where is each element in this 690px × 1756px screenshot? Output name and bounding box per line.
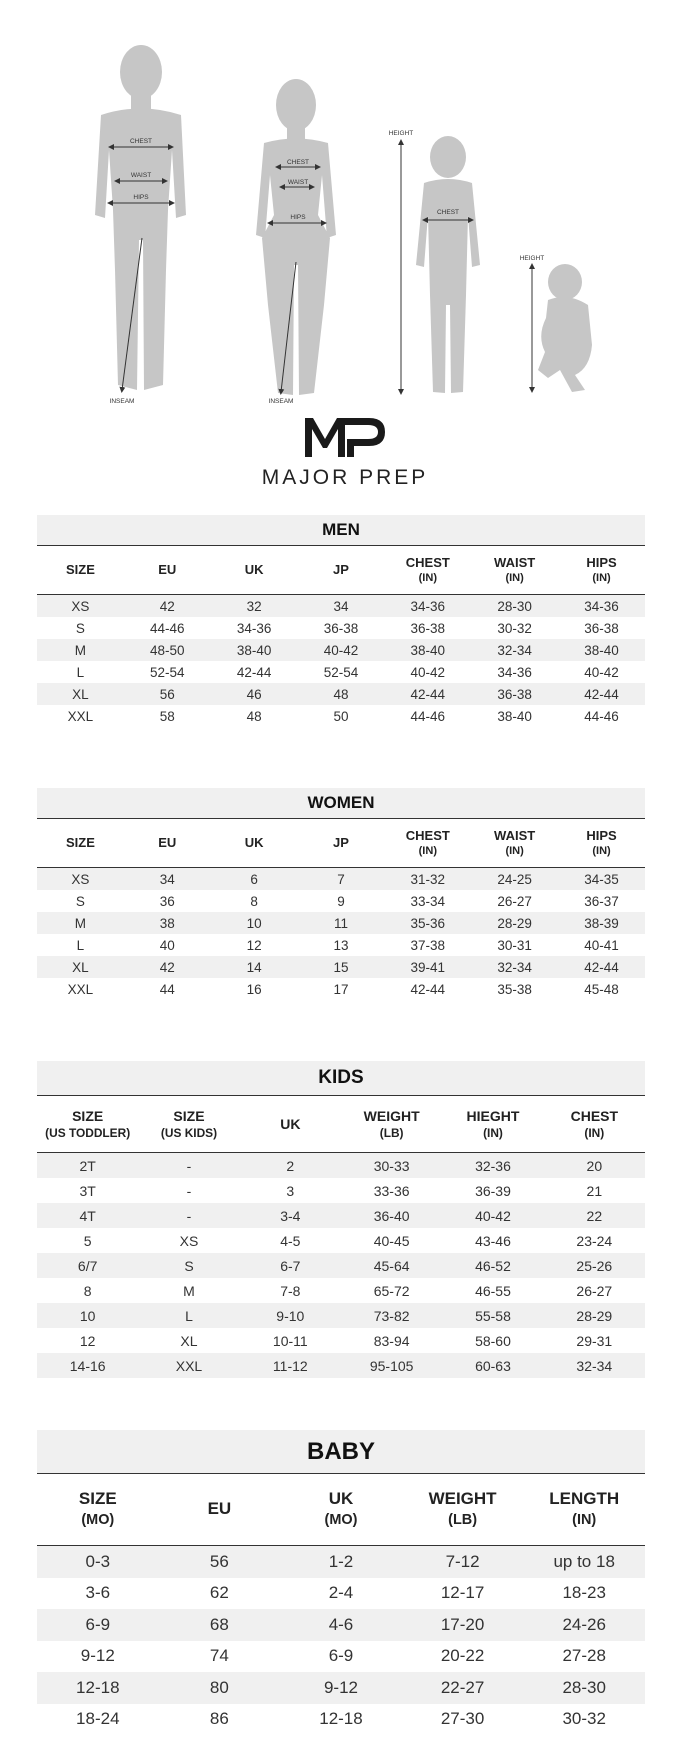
column-header-label: UK bbox=[280, 1115, 301, 1132]
column-header bbox=[402, 1474, 524, 1546]
table-cell: 9-12 bbox=[80, 1646, 115, 1666]
table-cell: 38-40 bbox=[211, 639, 298, 661]
table-cell: 40-42 bbox=[410, 664, 446, 680]
table-cell: 46-55 bbox=[475, 1282, 511, 1299]
woman-chest-label: CHEST bbox=[286, 159, 310, 166]
table-row bbox=[37, 934, 645, 956]
table-cell: 12 bbox=[79, 1332, 96, 1349]
table-cell: 30-32 bbox=[562, 1709, 606, 1729]
column-header-unit: (LB) bbox=[448, 1512, 478, 1529]
column-header-label: EU bbox=[158, 835, 177, 851]
table-cell: 11 bbox=[298, 912, 385, 934]
table-cell: 65-72 bbox=[373, 1282, 410, 1299]
table-cell: 34 bbox=[298, 595, 385, 618]
table-cell: 35-38 bbox=[497, 981, 532, 997]
table-row bbox=[37, 1178, 645, 1203]
table-cell: 9-10 bbox=[240, 1303, 341, 1328]
column-header-label: SIZE bbox=[72, 1107, 104, 1124]
table-cell: 44-46 bbox=[150, 620, 185, 636]
table-cell: 23-24 bbox=[576, 1232, 613, 1249]
table-cell: 56 bbox=[159, 1546, 281, 1578]
table-row bbox=[37, 1578, 645, 1610]
column-header-label: SIZE bbox=[173, 1107, 205, 1124]
table-cell: 9 bbox=[337, 893, 345, 909]
table-cell: 27-30 bbox=[440, 1709, 485, 1729]
table-cell: 30-32 bbox=[497, 620, 532, 636]
table-cell: 26-27 bbox=[576, 1282, 613, 1299]
table-cell: 10 bbox=[211, 912, 298, 934]
kid-height-label: HEIGHT bbox=[388, 130, 414, 137]
table-cell: 9-12 bbox=[280, 1672, 402, 1704]
table-cell: 52-54 bbox=[150, 664, 185, 680]
table-cell: 36-38 bbox=[410, 620, 446, 636]
column-header-unit: (IN) bbox=[505, 845, 524, 858]
column-header bbox=[558, 546, 645, 595]
table-cell: 38 bbox=[124, 912, 211, 934]
table-cell: 28-30 bbox=[471, 595, 558, 618]
table-cell: 7-8 bbox=[280, 1282, 301, 1299]
table-cell: 15 bbox=[298, 956, 385, 978]
column-header-label: SIZE bbox=[65, 562, 95, 578]
table-cell: 12-17 bbox=[440, 1583, 485, 1603]
table-cell: 28-29 bbox=[544, 1303, 645, 1328]
table-cell: 0-3 bbox=[37, 1546, 159, 1578]
table-cell: 24-26 bbox=[523, 1609, 645, 1641]
table-cell: 18-23 bbox=[562, 1583, 606, 1603]
table-cell: 44-46 bbox=[410, 708, 446, 724]
table-cell: 56 bbox=[124, 683, 211, 705]
table-cell: 20-22 bbox=[440, 1646, 485, 1666]
table-cell: 40-42 bbox=[442, 1203, 543, 1228]
table-cell: 58-60 bbox=[475, 1332, 511, 1349]
table-cell: 8 bbox=[83, 1282, 92, 1299]
header-row bbox=[37, 1474, 645, 1546]
table-cell: XXL bbox=[67, 708, 94, 724]
table-cell: 34-36 bbox=[497, 664, 532, 680]
header-row bbox=[37, 1096, 645, 1153]
table-cell: 32-36 bbox=[442, 1153, 543, 1179]
column-header bbox=[544, 1096, 645, 1153]
table-cell: 30-31 bbox=[497, 937, 532, 953]
table-cell: XL bbox=[180, 1332, 198, 1349]
table-cell: 32-34 bbox=[471, 639, 558, 661]
column-header-unit: (IN) bbox=[505, 572, 524, 585]
table-row bbox=[37, 868, 645, 891]
table-row bbox=[37, 617, 645, 639]
column-header-label: JP bbox=[333, 562, 349, 578]
man-figure bbox=[95, 45, 186, 390]
table-cell: 86 bbox=[209, 1709, 229, 1729]
table-cell: 38-40 bbox=[558, 639, 645, 661]
men-size-table bbox=[37, 546, 645, 727]
column-header bbox=[298, 546, 385, 595]
table-cell: 6-9 bbox=[328, 1646, 354, 1666]
table-cell: 3T bbox=[79, 1182, 96, 1199]
column-header bbox=[341, 1096, 442, 1153]
table-cell: 34-36 bbox=[384, 595, 471, 618]
table-cell: 39-41 bbox=[384, 956, 471, 978]
column-header-label: WEIGHT bbox=[363, 1107, 420, 1124]
table-cell: 42-44 bbox=[410, 981, 446, 997]
table-cell: 33-36 bbox=[373, 1182, 410, 1199]
table-row bbox=[37, 1609, 645, 1641]
column-header-unit: (IN) bbox=[592, 572, 611, 585]
baby-height-label: HEIGHT bbox=[519, 255, 545, 262]
table-cell: XXL bbox=[138, 1353, 239, 1378]
column-header-label: CHEST bbox=[405, 827, 450, 843]
table-cell: 40-41 bbox=[584, 937, 619, 953]
table-cell: 40-45 bbox=[373, 1232, 410, 1249]
man-hips-label: HIPS bbox=[133, 194, 149, 201]
table-cell: 11-12 bbox=[240, 1353, 341, 1378]
table-row bbox=[37, 1153, 645, 1179]
women-size-table bbox=[37, 819, 645, 1000]
table-cell: 95-105 bbox=[341, 1353, 442, 1378]
table-cell: 37-38 bbox=[410, 937, 446, 953]
table-cell: 42 bbox=[124, 956, 211, 978]
man-inseam-label: INSEAM bbox=[109, 398, 135, 405]
table-row bbox=[37, 1328, 645, 1353]
brand-logo bbox=[0, 415, 690, 490]
table-cell: 42-44 bbox=[236, 664, 272, 680]
table-cell: 14-16 bbox=[37, 1353, 138, 1378]
table-cell: 10 bbox=[37, 1303, 138, 1328]
table-cell: 5 bbox=[83, 1232, 92, 1249]
table-cell: 36-37 bbox=[584, 893, 619, 909]
table-cell: 40 bbox=[159, 937, 175, 953]
table-cell: S bbox=[75, 620, 85, 636]
men-chart-title: MEN bbox=[37, 515, 645, 546]
table-cell: S bbox=[138, 1253, 239, 1278]
table-cell: 32-34 bbox=[544, 1353, 645, 1378]
table-cell: 2 bbox=[240, 1153, 341, 1179]
table-cell: 28-30 bbox=[523, 1672, 645, 1704]
column-header bbox=[37, 819, 124, 868]
table-cell: 16 bbox=[246, 981, 262, 997]
baby-chart-title: BABY bbox=[37, 1430, 645, 1474]
table-cell: 3-4 bbox=[240, 1203, 341, 1228]
woman-figure bbox=[256, 79, 336, 395]
baby-size-chart bbox=[37, 1430, 645, 1735]
table-cell: 36 bbox=[159, 893, 175, 909]
table-cell: 7-12 bbox=[402, 1546, 524, 1578]
table-cell: 6 bbox=[211, 868, 298, 891]
column-header-unit: (MO) bbox=[81, 1512, 115, 1529]
column-header bbox=[211, 819, 298, 868]
header-row bbox=[37, 819, 645, 868]
table-row bbox=[37, 978, 645, 1000]
column-header-label: CHEST bbox=[405, 554, 450, 570]
table-cell: 17 bbox=[333, 981, 349, 997]
table-cell: 40-42 bbox=[298, 639, 385, 661]
table-cell: 48-50 bbox=[124, 639, 211, 661]
table-cell: 31-32 bbox=[384, 868, 471, 891]
table-cell: M bbox=[37, 912, 124, 934]
table-cell: 32 bbox=[211, 595, 298, 618]
table-cell: M bbox=[37, 639, 124, 661]
table-cell: 4-6 bbox=[280, 1609, 402, 1641]
column-header bbox=[37, 546, 124, 595]
table-cell: 34-35 bbox=[558, 868, 645, 891]
table-cell: 4-5 bbox=[280, 1232, 301, 1249]
column-header-label: SIZE bbox=[78, 1489, 117, 1509]
column-header-unit: (IN) bbox=[418, 845, 437, 858]
table-cell: 24-25 bbox=[471, 868, 558, 891]
column-header-unit: (US TODDLER) bbox=[45, 1126, 131, 1141]
table-cell: 36-40 bbox=[341, 1203, 442, 1228]
column-header-label: WAIST bbox=[494, 827, 536, 843]
column-header-label: HIEGHT bbox=[466, 1107, 520, 1124]
column-header-label: EU bbox=[207, 1499, 232, 1519]
table-cell: 32-34 bbox=[471, 956, 558, 978]
table-cell: 12-18 bbox=[37, 1672, 159, 1704]
table-cell: 20 bbox=[544, 1153, 645, 1179]
kids-chart-title: KIDS bbox=[37, 1061, 645, 1096]
table-cell: 1-2 bbox=[280, 1546, 402, 1578]
column-header-unit: (MO) bbox=[324, 1512, 358, 1529]
table-cell: 14 bbox=[211, 956, 298, 978]
column-header-label: LENGTH bbox=[549, 1489, 620, 1509]
table-row bbox=[37, 1278, 645, 1303]
kid-chest-label: CHEST bbox=[436, 209, 460, 216]
column-header-unit: (IN) bbox=[592, 845, 611, 858]
table-cell: 45-48 bbox=[584, 981, 619, 997]
table-cell: 4T bbox=[37, 1203, 138, 1228]
column-header bbox=[471, 546, 558, 595]
table-cell: 36-38 bbox=[323, 620, 359, 636]
column-header bbox=[471, 819, 558, 868]
column-header-unit: (IN) bbox=[483, 1126, 503, 1141]
column-header bbox=[159, 1474, 281, 1546]
table-cell: 3-6 bbox=[85, 1583, 111, 1603]
table-row bbox=[37, 1641, 645, 1673]
table-cell: XL bbox=[37, 956, 124, 978]
table-cell: 18-24 bbox=[76, 1709, 120, 1729]
column-header-label: WAIST bbox=[494, 554, 536, 570]
table-cell: M bbox=[183, 1282, 195, 1299]
table-cell: 46 bbox=[211, 683, 298, 705]
kid-figure bbox=[416, 136, 480, 393]
table-cell: L bbox=[76, 937, 85, 953]
table-cell: - bbox=[138, 1203, 239, 1228]
table-cell: 33-34 bbox=[410, 893, 446, 909]
column-header-label: UK bbox=[244, 835, 264, 851]
header-row bbox=[37, 546, 645, 595]
table-cell: 34-36 bbox=[558, 595, 645, 618]
women-size-chart bbox=[37, 788, 645, 1000]
table-cell: 46-52 bbox=[442, 1253, 543, 1278]
column-header-label: WEIGHT bbox=[428, 1489, 497, 1509]
table-cell: 29-31 bbox=[576, 1332, 613, 1349]
column-header-label: UK bbox=[244, 562, 264, 578]
table-cell: 38-39 bbox=[558, 912, 645, 934]
column-header-unit: (IN) bbox=[418, 572, 437, 585]
table-cell: XS bbox=[37, 868, 124, 891]
table-cell: 21 bbox=[586, 1182, 603, 1199]
column-header bbox=[298, 819, 385, 868]
column-header-label: JP bbox=[333, 835, 349, 851]
table-cell: 50 bbox=[333, 708, 349, 724]
table-cell: 22 bbox=[544, 1203, 645, 1228]
table-row bbox=[37, 661, 645, 683]
table-cell: 42-44 bbox=[558, 683, 645, 705]
column-header bbox=[442, 1096, 543, 1153]
column-header bbox=[558, 819, 645, 868]
table-cell: 6/7 bbox=[37, 1253, 138, 1278]
table-row bbox=[37, 595, 645, 618]
column-header-label: SIZE bbox=[65, 835, 95, 851]
table-cell: 35-36 bbox=[384, 912, 471, 934]
table-cell: L bbox=[138, 1303, 239, 1328]
table-row bbox=[37, 1546, 645, 1578]
woman-waist-label: WAIST bbox=[287, 179, 309, 186]
table-cell: 45-64 bbox=[341, 1253, 442, 1278]
table-cell: 34 bbox=[124, 868, 211, 891]
table-row bbox=[37, 912, 645, 934]
table-cell: 26-27 bbox=[497, 893, 532, 909]
table-cell: 7 bbox=[298, 868, 385, 891]
column-header bbox=[523, 1474, 645, 1546]
column-header-label: EU bbox=[158, 562, 177, 578]
table-cell: 22-27 bbox=[402, 1672, 524, 1704]
column-header-unit: (IN) bbox=[572, 1512, 597, 1529]
table-cell: 80 bbox=[159, 1672, 281, 1704]
table-cell: 36-39 bbox=[475, 1182, 511, 1199]
table-cell: 73-82 bbox=[341, 1303, 442, 1328]
baby-size-table bbox=[37, 1474, 645, 1735]
table-row bbox=[37, 1228, 645, 1253]
column-header-unit: (US KIDS) bbox=[160, 1126, 218, 1141]
table-cell: L bbox=[76, 664, 85, 680]
column-header-unit: (LB) bbox=[379, 1126, 404, 1141]
table-row bbox=[37, 705, 645, 727]
table-cell: 40-42 bbox=[584, 664, 619, 680]
column-header bbox=[280, 1474, 402, 1546]
column-header bbox=[384, 546, 471, 595]
column-header-label: HIPS bbox=[586, 827, 617, 843]
table-cell: 52-54 bbox=[323, 664, 359, 680]
table-cell: 25-26 bbox=[544, 1253, 645, 1278]
table-row bbox=[37, 639, 645, 661]
table-cell: 3 bbox=[286, 1182, 295, 1199]
man-waist-label: WAIST bbox=[130, 172, 152, 179]
table-cell: 28-29 bbox=[471, 912, 558, 934]
woman-hips-label: HIPS bbox=[290, 214, 306, 221]
column-header bbox=[124, 546, 211, 595]
kids-size-table bbox=[37, 1096, 645, 1378]
table-cell: 8 bbox=[250, 893, 258, 909]
table-cell: 58 bbox=[159, 708, 175, 724]
table-cell: 43-46 bbox=[475, 1232, 511, 1249]
table-cell: 48 bbox=[298, 683, 385, 705]
table-cell: 44 bbox=[159, 981, 175, 997]
table-cell: 62 bbox=[209, 1583, 229, 1603]
table-row bbox=[37, 1704, 645, 1736]
table-cell: 74 bbox=[209, 1646, 229, 1666]
column-header bbox=[138, 1096, 239, 1153]
man-chest-label: CHEST bbox=[129, 138, 153, 145]
table-cell: XS bbox=[37, 595, 124, 618]
table-cell: XL bbox=[37, 683, 124, 705]
women-chart-title: WOMEN bbox=[37, 788, 645, 819]
table-cell: S bbox=[75, 893, 85, 909]
table-cell: 13 bbox=[333, 937, 349, 953]
table-cell: 12 bbox=[246, 937, 262, 953]
table-cell: 42 bbox=[124, 595, 211, 618]
column-header-unit: (IN) bbox=[584, 1126, 605, 1141]
table-row bbox=[37, 956, 645, 978]
woman-inseam-label: INSEAM bbox=[268, 398, 294, 405]
column-header bbox=[124, 819, 211, 868]
table-cell: 44-46 bbox=[584, 708, 619, 724]
table-cell: 38-40 bbox=[384, 639, 471, 661]
column-header-label: UK bbox=[328, 1489, 354, 1509]
column-header bbox=[384, 819, 471, 868]
table-cell: 83-94 bbox=[373, 1332, 410, 1349]
table-cell: up to 18 bbox=[523, 1546, 645, 1578]
table-cell: 38-40 bbox=[497, 708, 532, 724]
table-cell: 42-44 bbox=[558, 956, 645, 978]
table-cell: 68 bbox=[159, 1609, 281, 1641]
table-row bbox=[37, 1253, 645, 1278]
column-header-label: CHEST bbox=[570, 1107, 619, 1124]
table-cell: 48 bbox=[246, 708, 262, 724]
table-cell: XXL bbox=[67, 981, 94, 997]
column-header bbox=[240, 1096, 341, 1153]
table-row bbox=[37, 1303, 645, 1328]
table-cell: 27-28 bbox=[562, 1646, 606, 1666]
table-row bbox=[37, 1353, 645, 1378]
column-header-label: HIPS bbox=[586, 554, 617, 570]
men-size-chart bbox=[37, 515, 645, 727]
column-header bbox=[211, 546, 298, 595]
table-cell: 36-38 bbox=[584, 620, 619, 636]
table-cell: 6-9 bbox=[37, 1609, 159, 1641]
table-cell: 42-44 bbox=[384, 683, 471, 705]
table-cell: 2T bbox=[37, 1153, 138, 1179]
table-row bbox=[37, 1672, 645, 1704]
baby-figure bbox=[538, 264, 592, 392]
table-cell: 55-58 bbox=[442, 1303, 543, 1328]
brand-name: MAJOR PREP bbox=[261, 466, 429, 489]
mp-monogram-icon bbox=[301, 415, 389, 459]
table-cell: - bbox=[186, 1182, 192, 1199]
table-cell: 34-36 bbox=[236, 620, 272, 636]
table-cell: 30-33 bbox=[341, 1153, 442, 1179]
table-cell: 12-18 bbox=[319, 1709, 363, 1729]
column-header bbox=[37, 1474, 159, 1546]
column-header bbox=[37, 1096, 138, 1153]
table-cell: 6-7 bbox=[240, 1253, 341, 1278]
table-row bbox=[37, 1203, 645, 1228]
table-cell: - bbox=[138, 1153, 239, 1179]
table-cell: 2-4 bbox=[328, 1583, 354, 1603]
table-cell: XS bbox=[179, 1232, 199, 1249]
table-row bbox=[37, 683, 645, 705]
table-cell: 10-11 bbox=[272, 1332, 308, 1349]
table-row bbox=[37, 890, 645, 912]
table-cell: 60-63 bbox=[442, 1353, 543, 1378]
table-cell: 36-38 bbox=[471, 683, 558, 705]
table-cell: 17-20 bbox=[402, 1609, 524, 1641]
kids-size-chart bbox=[37, 1061, 645, 1378]
body-measurement-figures bbox=[0, 0, 690, 420]
